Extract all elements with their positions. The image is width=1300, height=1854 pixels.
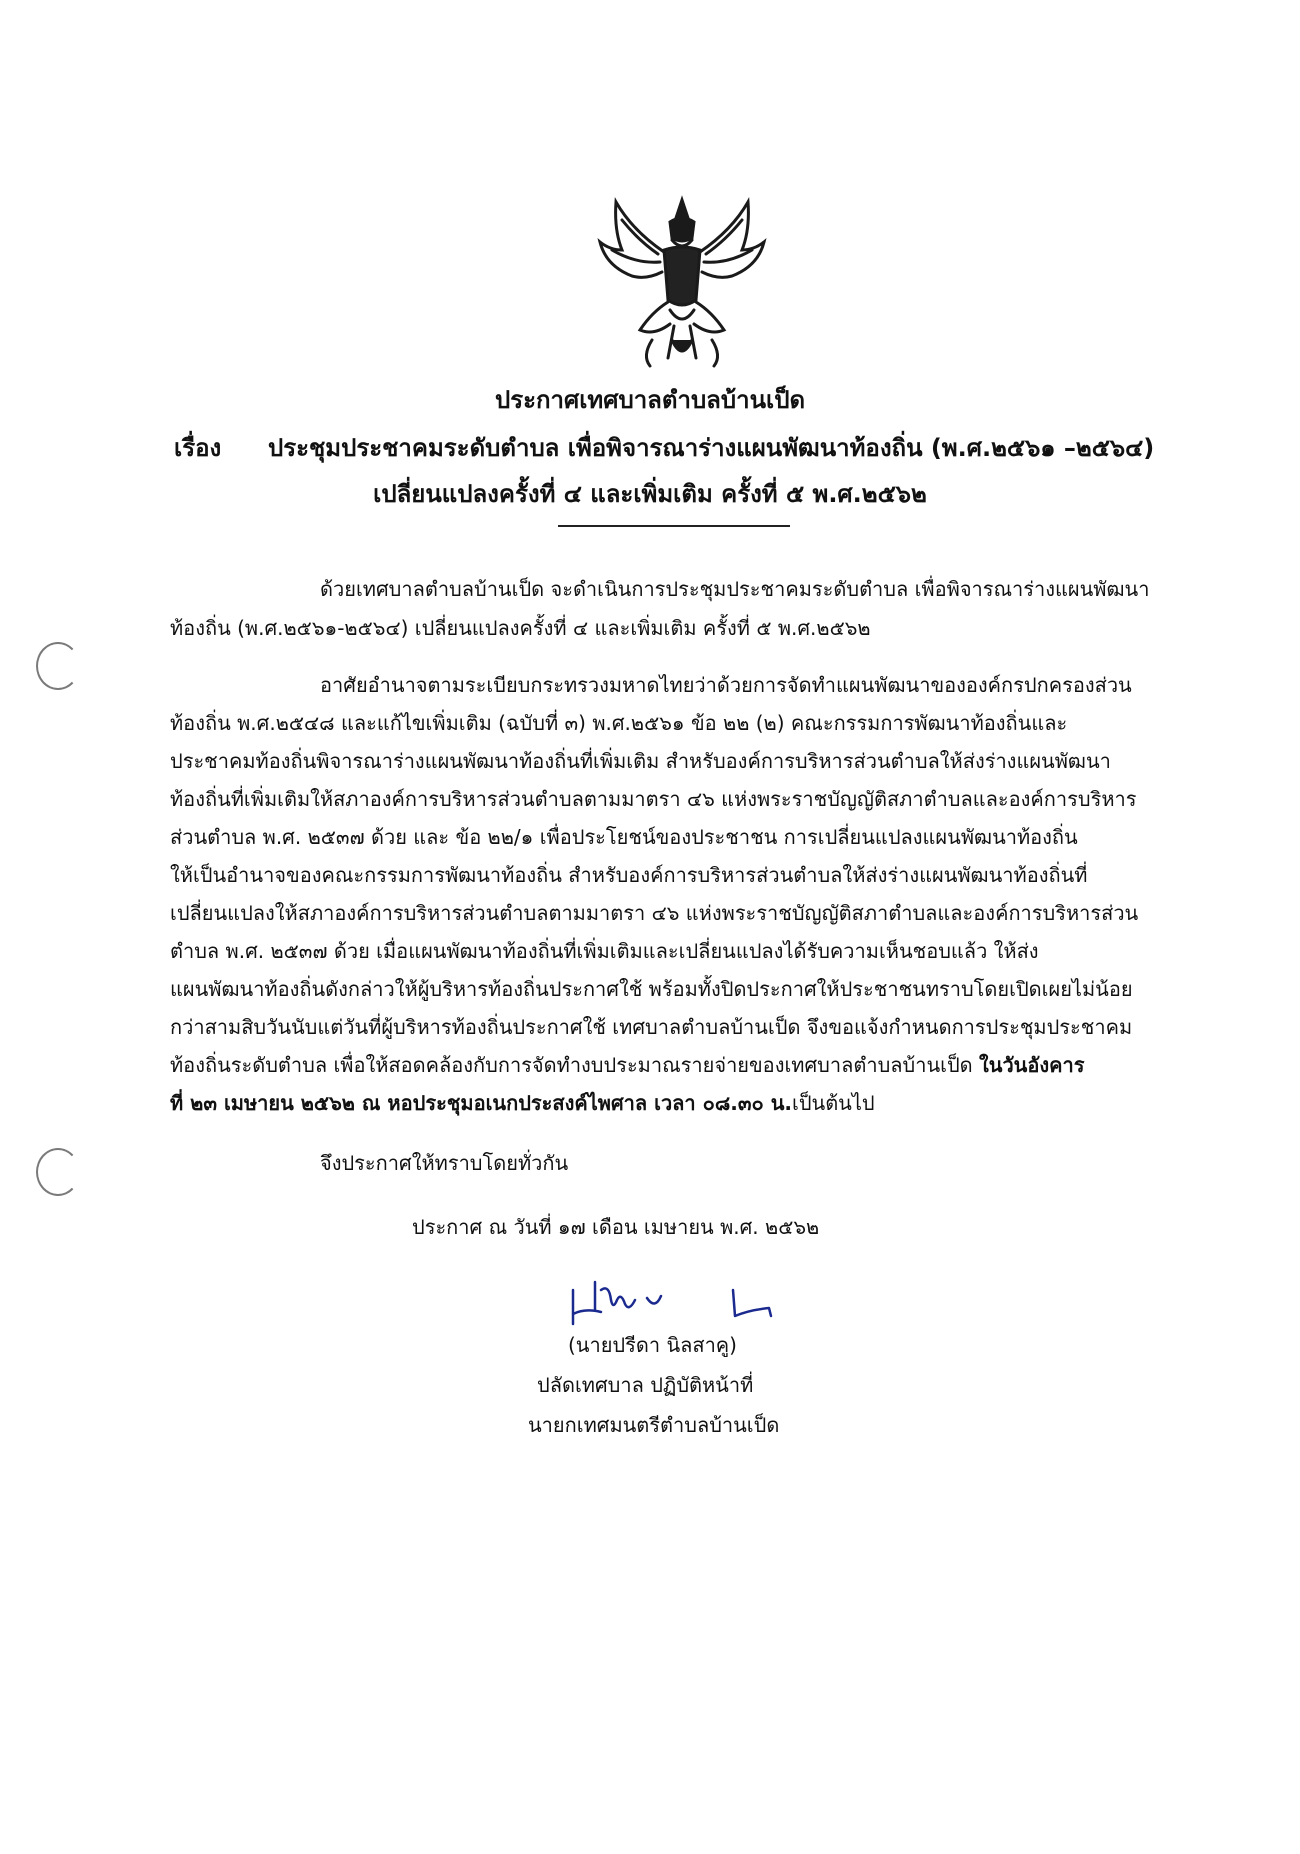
meeting-day: ในวันอังคาร — [979, 1053, 1085, 1077]
paragraph-2-line: กว่าสามสิบวันนับแต่วันที่ผู้บริหารท้องถิ่นประกาศใช้ เทศบาลตำบลบ้านเป็ด จึงขอแจ้งกำหนดการประชุมประชาคม — [170, 1015, 1133, 1039]
paragraph-2-line: ส่วนตำบล พ.ศ. ๒๕๓๗ ด้วย และ ข้อ ๒๒/๑ เพื่อประโยชน์ของประชาชน การเปลี่ยนแปลงแผนพัฒนาท้องถิ่น — [170, 825, 1078, 849]
announcement-title: ประกาศเทศบาลตำบลบ้านเป็ด — [494, 386, 806, 414]
garuda-emblem-icon — [592, 190, 772, 370]
paragraph-2-line: เปลี่ยนแปลงให้สภาองค์การบริหารส่วนตำบลตามมาตรา ๔๖ แห่งพระราชบัญญัติสภาตำบลและองค์การบริหารส่วน — [170, 901, 1139, 925]
paragraph-2-line: แผนพัฒนาท้องถิ่นดังกล่าวให้ผู้บริหารท้องถิ่นประกาศใช้ พร้อมทั้งปิดประกาศให้ประชาชนทราบโดยเปิดเผยไม่น้อย — [170, 977, 1133, 1001]
subject-line-2: เปลี่ยนแปลงครั้งที่ ๔ และเพิ่มเติม ครั้งที่ ๕ พ.ศ.๒๕๖๒ — [373, 480, 927, 508]
paragraph-1-line: ท้องถิ่น (พ.ศ.๒๕๖๑-๒๕๖๔) เปลี่ยนแปลงครั้งที่ ๔ และเพิ่มเติม ครั้งที่ ๕ พ.ศ.๒๕๖๒ — [170, 616, 871, 640]
paragraph-2-text: ท้องถิ่นระดับตำบล เพื่อให้สอดคล้องกับการจัดทำงบประมาณรายจ่ายของเทศบาลตำบลบ้านเป็ด — [170, 1053, 980, 1077]
paragraph-2-line: อาศัยอำนาจตามระเบียบกระทรวงมหาดไทยว่าด้วยการจัดทำแผนพัฒนาขององค์กรปกครองส่วน — [320, 673, 1132, 697]
signatory-name: (นายปรีดา นิลสาคู) — [568, 1333, 737, 1357]
paragraph-2-line — [170, 1052, 1084, 1078]
paragraph-2-line: ประชาคมท้องถิ่นพิจารณาร่างแผนพัฒนาท้องถิ่นที่เพิ่มเติม สำหรับองค์การบริหารส่วนตำบลให้ส่งร่างแผนพัฒนา — [170, 749, 1111, 773]
punch-hole-mark — [36, 642, 80, 690]
handwritten-signature — [565, 1270, 795, 1340]
meeting-date-place-time: ที่ ๒๓ เมษายน ๒๕๖๒ ณ หอประชุมอเนกประสงค์ไพศาล เวลา ๐๘.๓๐ น. — [170, 1091, 792, 1115]
announcement-date: ประกาศ ณ วันที่ ๑๗ เดือน เมษายน พ.ศ. ๒๕๖๒ — [412, 1215, 820, 1239]
punch-hole-mark — [36, 1148, 80, 1196]
paragraph-2-line: ท้องถิ่นที่เพิ่มเติมให้สภาองค์การบริหารส่วนตำบลตามมาตรา ๔๖ แห่งพระราชบัญญัติสภาตำบลและองค์การบริหาร — [170, 787, 1137, 811]
subject-line-1: ประชุมประชาคมระดับตำบล เพื่อพิจารณาร่างแผนพัฒนาท้องถิ่น (พ.ศ.๒๕๖๑ –๒๕๖๔) — [268, 434, 1155, 462]
signatory-acting-position: นายกเทศมนตรีตำบลบ้านเป็ด — [528, 1413, 780, 1437]
paragraph-2-line — [170, 1090, 875, 1116]
closing-statement: จึงประกาศให้ทราบโดยทั่วกัน — [320, 1151, 569, 1175]
heading-divider — [558, 525, 790, 527]
paragraph-2-line: ท้องถิ่น พ.ศ.๒๕๔๘ และแก้ไขเพิ่มเติม (ฉบับที่ ๓) พ.ศ.๒๕๖๑ ข้อ ๒๒ (๒) คณะกรรมการพัฒนาท้องถิ่นและ — [170, 711, 1068, 735]
paragraph-2-line: ให้เป็นอำนาจของคณะกรรมการพัฒนาท้องถิ่น สำหรับองค์การบริหารส่วนตำบลให้ส่งร่างแผนพัฒนาท้องถิ่นที่ — [170, 863, 1088, 887]
signatory-position: ปลัดเทศบาล ปฏิบัติหน้าที่ — [537, 1373, 754, 1397]
subject-label: เรื่อง — [174, 434, 222, 462]
paragraph-1-line: ด้วยเทศบาลตำบลบ้านเป็ด จะดำเนินการประชุมประชาคมระดับตำบล เพื่อพิจารณาร่างแผนพัฒนา — [320, 577, 1150, 601]
paragraph-2-line: ตำบล พ.ศ. ๒๕๓๗ ด้วย เมื่อแผนพัฒนาท้องถิ่นที่เพิ่มเติมและเปลี่ยนแปลงได้รับความเห็นชอบแล้ว ให้ส่ง — [170, 939, 1039, 963]
paragraph-2-text: เป็นต้นไป — [791, 1091, 875, 1115]
